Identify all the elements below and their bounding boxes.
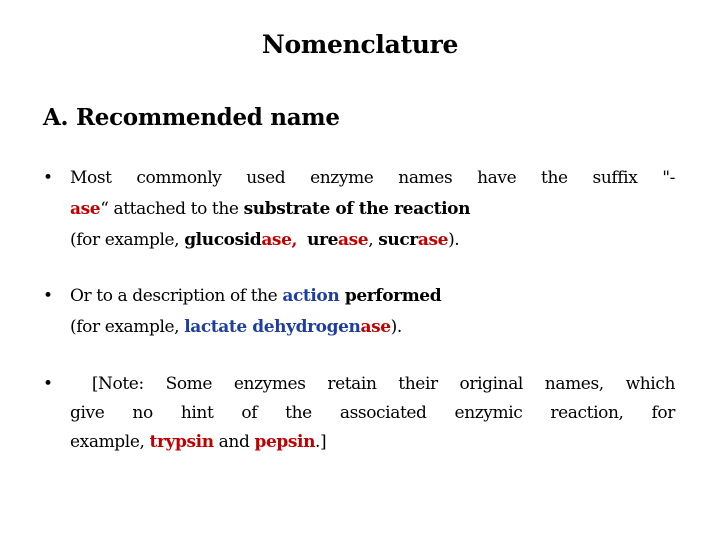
text-run: example, (70, 432, 150, 452)
text-run: Or to a description of the (70, 286, 283, 306)
text-run (297, 230, 307, 250)
bullet-marker: • (43, 168, 54, 188)
substrate-part: sucr (378, 230, 418, 250)
action-highlight: lactate dehydrogen (184, 317, 361, 337)
bullet-line (70, 399, 675, 428)
suffix-highlight: ase (417, 230, 449, 250)
text-run: ). (448, 230, 460, 250)
text-run: (for example, (70, 230, 185, 250)
text-run: (for example, (70, 317, 185, 337)
suffix-highlight: ase (338, 230, 369, 250)
substrate-part: glucosid (184, 230, 262, 250)
text-run: give no hint of the associated enzymic reaction, for (70, 403, 675, 423)
text-run: [Note: Some enzymes retain their original names, which (70, 374, 675, 394)
text-run: “ attached to the (100, 199, 244, 219)
performed-text: performed (339, 286, 442, 306)
text-run: and (213, 432, 255, 452)
suffix-highlight: ase, (261, 230, 298, 250)
bullet-line (70, 370, 675, 399)
bullet-line (70, 225, 675, 256)
enzyme-name-highlight: trypsin (149, 432, 214, 452)
text-run: ). (390, 317, 402, 337)
bullet-text (70, 370, 675, 457)
suffix-highlight: ase (360, 317, 391, 337)
bullet-text (70, 281, 675, 343)
text-run: Most commonly used enzyme names have the suffix "- (70, 168, 675, 188)
enzyme-name-highlight: pepsin (254, 432, 316, 452)
bullet-line (70, 312, 675, 343)
bullet-marker: • (43, 286, 54, 306)
text-run: .] (315, 432, 327, 452)
section-heading: A. Recommended name (43, 104, 340, 131)
suffix-highlight: ase (70, 199, 101, 219)
bullet-line (70, 428, 675, 457)
substrate-highlight: substrate of the reaction (243, 199, 471, 219)
bullet-text (70, 163, 675, 256)
bullet-line (70, 194, 675, 225)
slide-title: Nomenclature (261, 30, 459, 59)
text-run: , (368, 230, 379, 250)
action-highlight: action (282, 286, 340, 306)
bullet-line (70, 163, 675, 194)
bullet-line (70, 281, 675, 312)
bullet-marker: • (43, 374, 54, 394)
substrate-part: ure (307, 230, 338, 250)
